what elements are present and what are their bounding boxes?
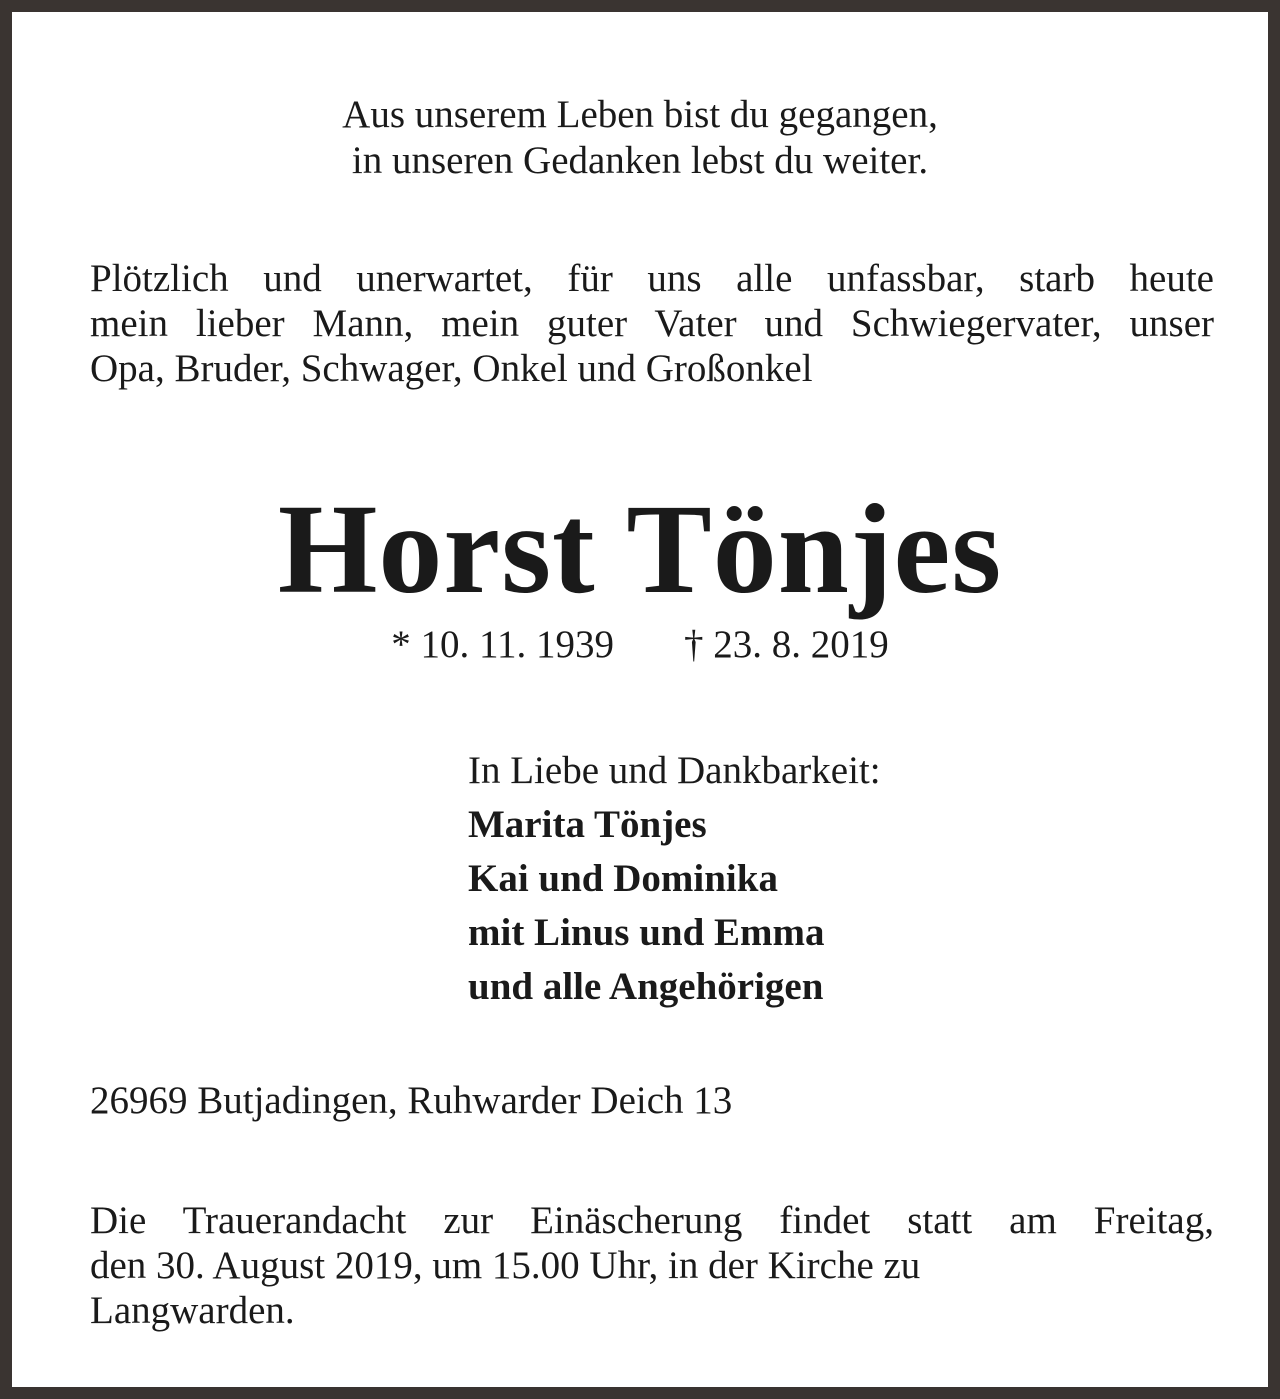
birth-date: * 10. 11. 1939 <box>391 623 615 666</box>
mourner-name: mit Linus und Emma <box>468 911 825 954</box>
deceased-name: Horst Tönjes <box>277 478 1003 620</box>
service-line: Die Trauerandacht zur Einäscherung findet statt am Freitag, <box>90 1199 1214 1242</box>
mourner-name: Kai und Dominika <box>468 857 778 900</box>
mourners-block <box>468 744 881 1014</box>
intro-paragraph <box>90 256 1214 391</box>
service-line: den 30. August 2019, um 15.00 Uhr, in der Kirche zu <box>90 1244 921 1287</box>
intro-line: Plötzlich und unerwartet, für uns alle unfassbar, starb heute <box>90 257 1214 300</box>
intro-line: Opa, Bruder, Schwager, Onkel und Großonkel <box>90 347 813 390</box>
mourner-name: Marita Tönjes <box>468 803 707 846</box>
motto-line: in unseren Gedanken lebst du weiter. <box>351 139 929 182</box>
life-dates <box>12 622 1268 668</box>
motto-verse <box>12 92 1268 184</box>
motto-line: Aus unserem Leben bist du gegangen, <box>342 93 938 136</box>
service-line: Langwarden. <box>90 1289 295 1332</box>
mourner-name: und alle Angehörigen <box>468 965 824 1008</box>
family-address: 26969 Butjadingen, Ruhwarder Deich 13 <box>90 1079 733 1122</box>
death-date: † 23. 8. 2019 <box>684 623 889 666</box>
service-announcement <box>90 1198 1214 1333</box>
mourners-heading: In Liebe und Dankbarkeit: <box>468 749 881 792</box>
intro-line: mein lieber Mann, mein guter Vater und Schwiegervater, unser <box>90 302 1214 345</box>
